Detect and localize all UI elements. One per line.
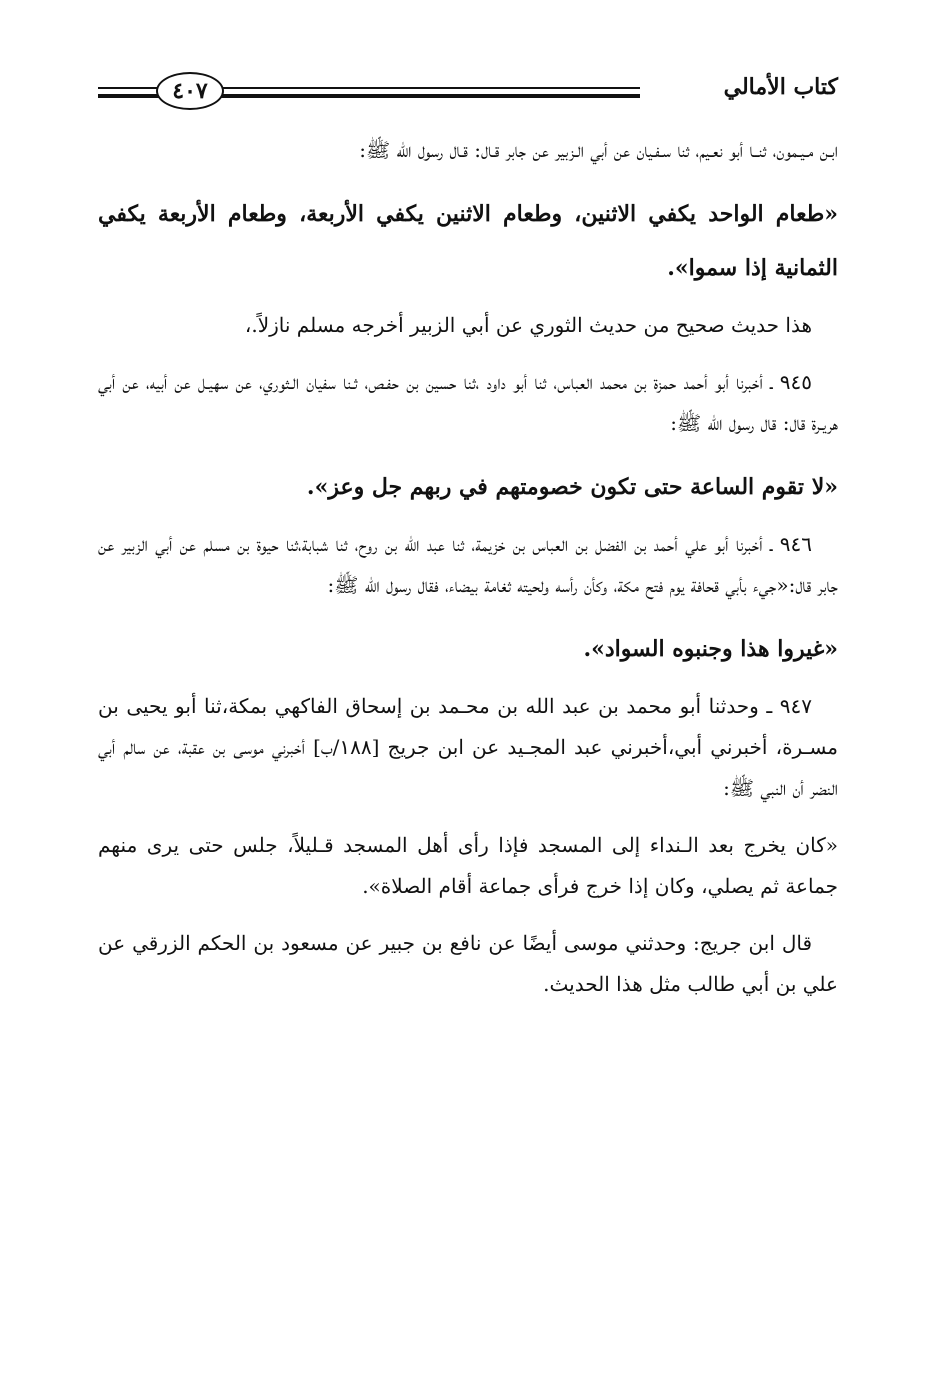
- hadith-text-2: «لا تقوم الساعة حتى تكون خصومتهم في ربهم جل وعز».: [306, 474, 838, 500]
- hadith-text-3: «غيروا هذا وجنبوه السواد».: [583, 636, 838, 662]
- paragraph-hadith-text-4: «كان يخرج بعد الـنداء إلى المسجد فإذا رأى أهل المسجد قـليلاً، جلس حتى يرى منهم جماعة ثم يصلي، وكان إذا خرج فرأى جماعة أقام الصلاة».: [98, 833, 838, 898]
- running-header: [98, 72, 838, 118]
- book-title: كتاب الأمالي: [723, 74, 838, 100]
- paragraph-945: ٩٤٥ ـ أخبرنا أبو أحمد حمزة بن محمد العباس، ثنا أبو داود ،ثنا حسين بن حفـص، ثـنا سفيان الـثوري، عن سهيـل عن أبيه، عن أبي هريـرة قال: قال رسول الله ﷺ:: [98, 370, 838, 435]
- page-number: ٤٠٧: [156, 72, 224, 110]
- page-body: [98, 130, 838, 1021]
- paragraph-commentary: هذا حديث صحيح من حديث الثوري عن أبي الزبير أخرجه مسلم نازلاً.،: [244, 313, 812, 337]
- hadith-text-1: «طعام الواحد يكفي الاثنين، وطعام الاثنين يكفي الأربعة، وطعام الأربعة يكفي الثمانية إذا سموا».: [98, 201, 838, 281]
- paragraph-ibn-jurayj: قال ابن جريج: وحدثني موسى أيضًا عن نافع بن جبير عن مسعود بن الحكم الزرقي عن علي بن أبي طالب مثل هذا الحديث.: [98, 931, 838, 996]
- paragraph-946: ٩٤٦ ـ أخبرنا أبو علي أحمد بن الفضل بن العباس بن خزيمة، ثنا عبد الله بن روح، ثنا شبابة،ثنا حيوة بن مسلم عن أبي الزبير عن جابر قال:«جيء بأبي قحافة يوم فتح مكة، وكأن رأسه ولحيته ثغامة بيضاء، فقال رسول الله ﷺ:: [98, 532, 838, 597]
- paragraph-947: ٩٤٧ ـ وحدثنا أبو محمد بن عبد الله بن محـمد بن إسحاق الفاكهي بمكة،ثنا أبو يحيى بن مسـرة، أخبرني أبي،أخبرني عبد المجـيد عن ابن جريج [١٨٨/ب] أخبرني موسى بن عقبة، عن سالم أبي النضر أن النبي ﷺ:: [98, 694, 838, 800]
- paragraph-isnad-1: ابـن مـيـمون، ثنــا أبو نعـيم، ثنا سـفـيان عن أبي الـزبير عن جابر قـال: قـال رسول الله ﷺ:: [359, 138, 838, 162]
